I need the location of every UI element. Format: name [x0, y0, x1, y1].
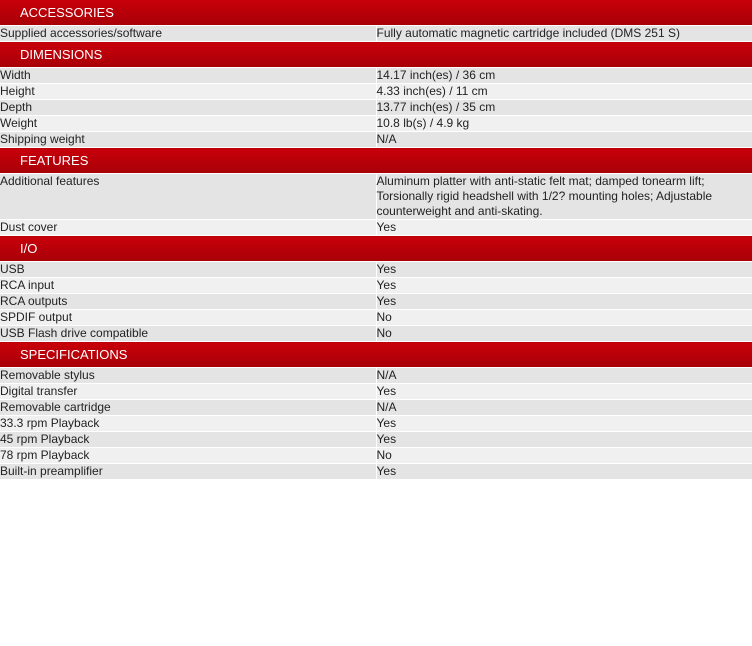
section-title: DIMENSIONS: [0, 42, 752, 68]
spec-label: 78 rpm Playback: [0, 448, 376, 464]
table-row: [0, 220, 752, 236]
spec-value: No: [376, 448, 752, 464]
spec-value: Yes: [376, 220, 752, 236]
spec-label: RCA outputs: [0, 294, 376, 310]
table-row: [0, 174, 752, 220]
spec-label: Width: [0, 68, 376, 84]
spec-value: N/A: [376, 368, 752, 384]
spec-value: Yes: [376, 262, 752, 278]
spec-label: Dust cover: [0, 220, 376, 236]
spec-value: No: [376, 310, 752, 326]
spec-value: N/A: [376, 400, 752, 416]
spec-label: 45 rpm Playback: [0, 432, 376, 448]
spec-label: Digital transfer: [0, 384, 376, 400]
spec-label: Removable stylus: [0, 368, 376, 384]
section-header-accessories: [0, 0, 752, 26]
spec-value: Yes: [376, 384, 752, 400]
section-header-specifications: [0, 342, 752, 368]
spec-value: Fully automatic magnetic cartridge included (DMS 251 S): [376, 26, 752, 42]
spec-value: Yes: [376, 294, 752, 310]
spec-label: Shipping weight: [0, 132, 376, 148]
spec-label: Built-in preamplifier: [0, 464, 376, 480]
spec-value: 13.77 inch(es) / 35 cm: [376, 100, 752, 116]
spec-label: Supplied accessories/software: [0, 26, 376, 42]
section-title: FEATURES: [0, 148, 752, 174]
spec-label: Depth: [0, 100, 376, 116]
section-header-i-o: [0, 236, 752, 262]
table-row: [0, 400, 752, 416]
table-row: [0, 84, 752, 100]
table-row: [0, 464, 752, 480]
spec-value: Aluminum platter with anti-static felt mat; damped tonearm lift; Torsionally rigid headshell with 1/2? mounting holes; Adjustable counterweight and anti-skating.: [376, 174, 752, 220]
spec-value: 4.33 inch(es) / 11 cm: [376, 84, 752, 100]
spec-label: Removable cartridge: [0, 400, 376, 416]
spec-label: 33.3 rpm Playback: [0, 416, 376, 432]
table-row: [0, 326, 752, 342]
spec-value: Yes: [376, 432, 752, 448]
spec-value: Yes: [376, 416, 752, 432]
table-row: [0, 100, 752, 116]
spec-label: Weight: [0, 116, 376, 132]
table-row: [0, 132, 752, 148]
spec-value: Yes: [376, 278, 752, 294]
spec-value: 10.8 lb(s) / 4.9 kg: [376, 116, 752, 132]
section-title: SPECIFICATIONS: [0, 342, 752, 368]
section-title: ACCESSORIES: [0, 0, 752, 26]
table-row: [0, 294, 752, 310]
table-row: [0, 416, 752, 432]
spec-value: 14.17 inch(es) / 36 cm: [376, 68, 752, 84]
spec-label: USB Flash drive compatible: [0, 326, 376, 342]
table-row: [0, 116, 752, 132]
section-title: I/O: [0, 236, 752, 262]
table-row: [0, 384, 752, 400]
spec-value: N/A: [376, 132, 752, 148]
table-row: [0, 262, 752, 278]
spec-value: Yes: [376, 464, 752, 480]
spec-label: Additional features: [0, 174, 376, 220]
spec-label: RCA input: [0, 278, 376, 294]
table-row: [0, 310, 752, 326]
spec-label: Height: [0, 84, 376, 100]
section-header-dimensions: [0, 42, 752, 68]
spec-value: No: [376, 326, 752, 342]
spec-label: SPDIF output: [0, 310, 376, 326]
section-header-features: [0, 148, 752, 174]
spec-label: USB: [0, 262, 376, 278]
table-row: [0, 432, 752, 448]
table-row: [0, 368, 752, 384]
table-row: [0, 26, 752, 42]
table-row: [0, 278, 752, 294]
table-row: [0, 448, 752, 464]
table-row: [0, 68, 752, 84]
